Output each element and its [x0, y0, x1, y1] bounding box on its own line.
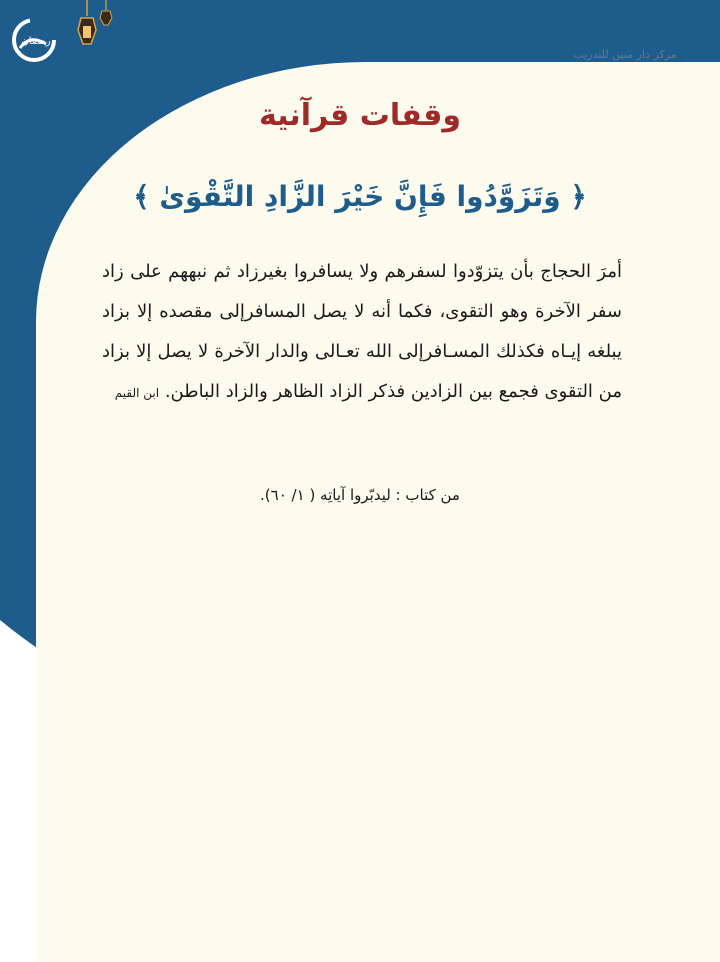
explanation-body: أمرَ الحجاج بأن يتزوّدوا لسفرهم ولا يسافروا بغيرزاد ثم نبههم على زاد سفر الآخرة وهو التقوى، فكما أنه لا يصل المسافرإلى مقصده إلا بزاد يبلغه إيـاه فكذلك المسـافرإلى الله تعـالى والدار الآخرة لا يصل إلا بزاد من التقوى فجمع بين الزادين فذكر الزاد الظاهر والزاد الباطن. — [102, 261, 622, 402]
quran-verse: ﴿ وَتَزَوَّدُوا فَإِنَّ خَيْرَ الزَّادِ التَّقْوَىٰ ﴾ — [133, 180, 587, 213]
small-lantern-icon — [96, 0, 116, 30]
ramadan-logo — [6, 4, 66, 74]
explanation-text — [102, 252, 622, 413]
page-title: وقفات قرآنية — [258, 98, 462, 133]
ramadan-calligraphy-icon — [6, 4, 66, 74]
brand-logo — [550, 8, 700, 68]
ramadan-logo-label: رمضان — [21, 36, 51, 47]
brand-logo-mark: مبين — [580, 6, 670, 50]
author-name: ابن القيم — [114, 386, 160, 400]
source-citation: من كتاب : ليدبّروا آياتِه ( ١/ ٦٠). — [260, 486, 460, 504]
brand-tagline: مركز دار مبين للتدريب — [573, 48, 677, 61]
